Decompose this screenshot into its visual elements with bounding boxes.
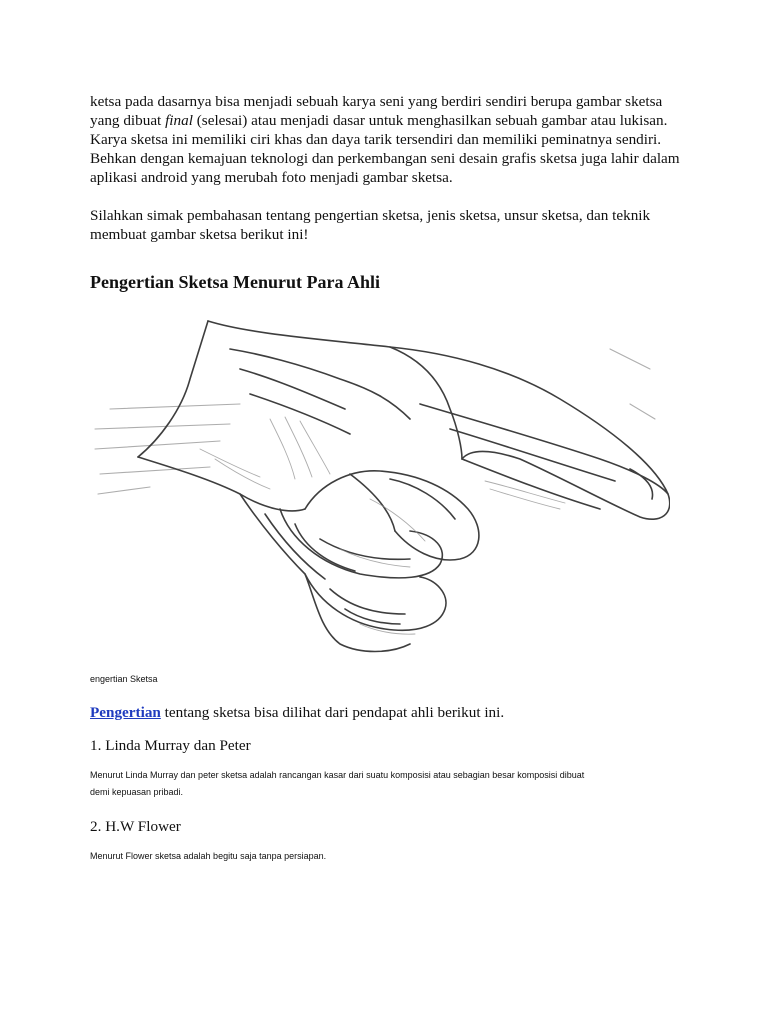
figure-caption: engertian Sketsa [90, 674, 158, 684]
intro-paragraph [90, 92, 690, 187]
pointing-hand-sketch [90, 309, 670, 655]
overview-line: Silahkan simak pembahasan tentang pengertian sketsa, jenis sketsa, unsur sketsa, dan teknik [90, 207, 651, 224]
pengertian-link[interactable]: Pengertian [90, 704, 161, 721]
intro-line: ketsa pada dasarnya bisa menjadi sebuah karya seni yang berdiri sendiri berupa gambar sketsa [90, 93, 663, 110]
intro-text: (selesai) atau menjadi dasar untuk menghasilkan sebuah gambar atau lukisan. [192, 112, 668, 129]
expert-title: 2. H.W Flower [90, 818, 181, 835]
intro-line [90, 111, 690, 130]
overview-line: membuat gambar sketsa berikut ini! [90, 226, 309, 243]
definition-intro [90, 703, 690, 722]
expert-description [90, 848, 670, 865]
intro-line: aplikasi android yang merubah foto menjadi gambar sketsa. [90, 169, 453, 186]
intro-line: Behkan dengan kemajuan teknologi dan perkembangan seni desain grafis sketsa juga lahir dalam [90, 150, 680, 167]
intro-italic-word: final [165, 112, 193, 129]
intro-text: yang dibuat [90, 112, 166, 129]
expert-description-line: Menurut Linda Murray dan peter sketsa adalah rancangan kasar dari suatu komposisi atau sebagian besar komposisi dibuat [90, 770, 585, 780]
overview-paragraph [90, 206, 690, 244]
expert-description-line: demi kepuasan pribadi. [90, 787, 184, 797]
expert-description-line: Menurut Flower sketsa adalah begitu saja tanpa persiapan. [90, 851, 327, 861]
hand-sketch-image [90, 309, 670, 655]
section-heading: Pengertian Sketsa Menurut Para Ahli [90, 272, 380, 292]
expert-description [90, 767, 670, 801]
intro-line: Karya sketsa ini memiliki ciri khas dan daya tarik tersendiri dan memiliki peminatnya sendiri. [90, 131, 662, 148]
expert-title: 1. Linda Murray dan Peter [90, 737, 251, 754]
definition-intro-text: tentang sketsa bisa dilihat dari pendapat ahli berikut ini. [160, 704, 505, 721]
document-page [90, 92, 690, 865]
